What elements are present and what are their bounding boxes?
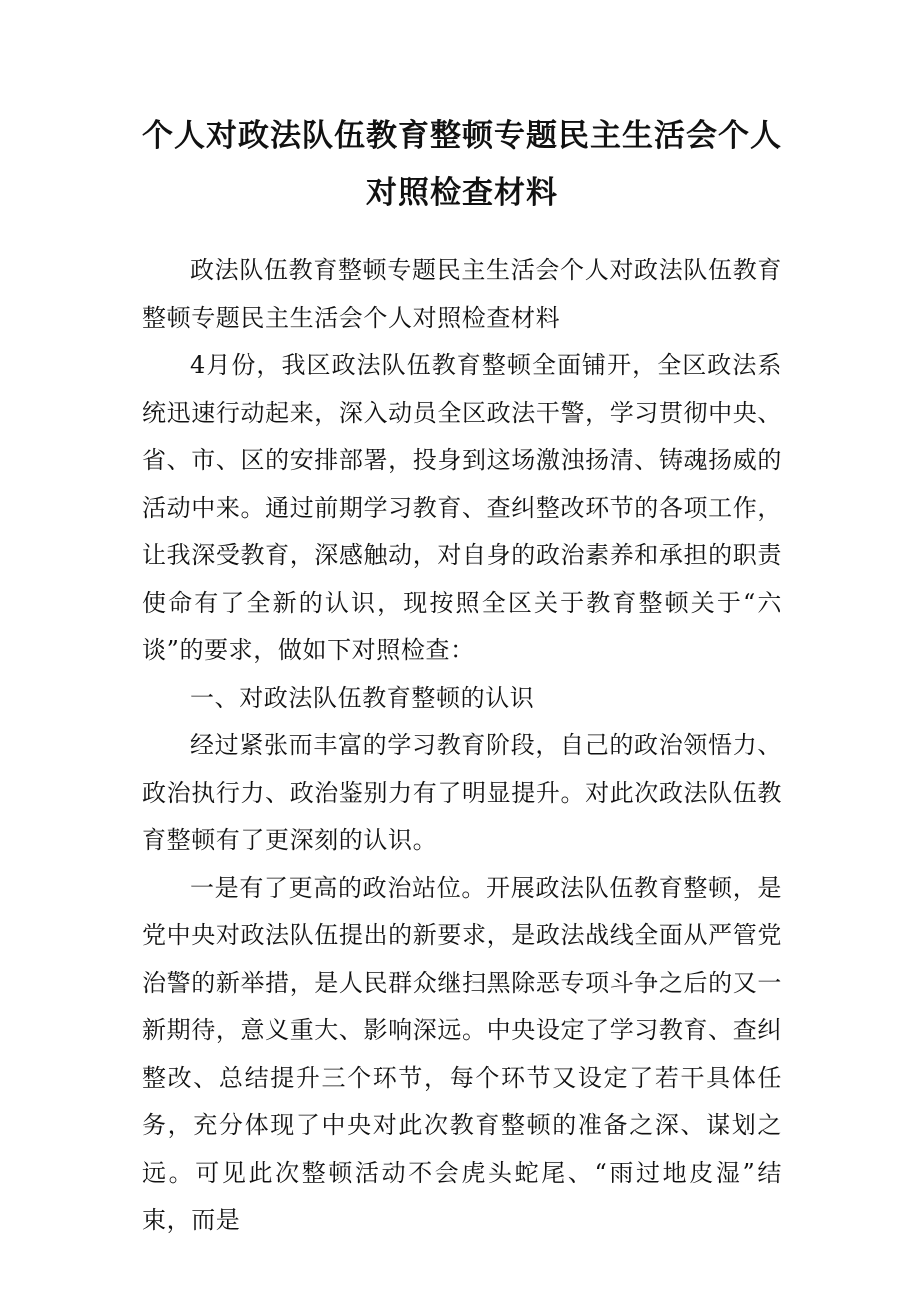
paragraph-political-stance: 一是有了更高的政治站位。开展政法队伍教育整顿，是党中央对政法队伍提出的新要求，是政法战线全面从严管党治警的新举措，是人民群众继扫黑除恶专项斗争之后的又一新期待，意义重大、影响深远。中央设定了学习教育、查纠整改、总结提升三个环节，每个环节又设定了若干具体任务，充分体现了中央对此次教育整顿的准备之深、谋划之远。可见此次整顿活动不会虎头蛇尾、“雨过地皮湿”结束，而是 (142, 873, 782, 1234)
document-title: 个人对政法队伍教育整顿专题民主生活会个人对照检查材料 (142, 118, 782, 211)
paragraph-background: 4月份，我区政法队伍教育整顿全面铺开，全区政法系统迅速行动起来，深入动员全区政法干警，学习贯彻中央、省、市、区的安排部署，投身到这场激浊扬清、铸魂扬威的活动中来。通过前期学习教育、查纠整改环节的各项工作，让我深受教育，深感触动，对自身的政治素养和承担的职责使命有了全新的认识，现按照全区关于教育整顿关于“六谈”的要求，做如下对照检查： (142, 351, 782, 664)
document-page (142, 108, 782, 1245)
paragraph-intro: 政法队伍教育整顿专题民主生活会个人对政法队伍教育整顿专题民主生活会个人对照检查材料 (142, 256, 782, 332)
section-heading-1: 一、对政法队伍教育整顿的认识 (190, 683, 535, 712)
document-body (142, 247, 782, 1245)
paragraph-understanding: 经过紧张而丰富的学习教育阶段，自己的政治领悟力、政治执行力、政治鉴别力有了明显提升。对此次政法队伍教育整顿有了更深刻的认识。 (142, 731, 782, 854)
